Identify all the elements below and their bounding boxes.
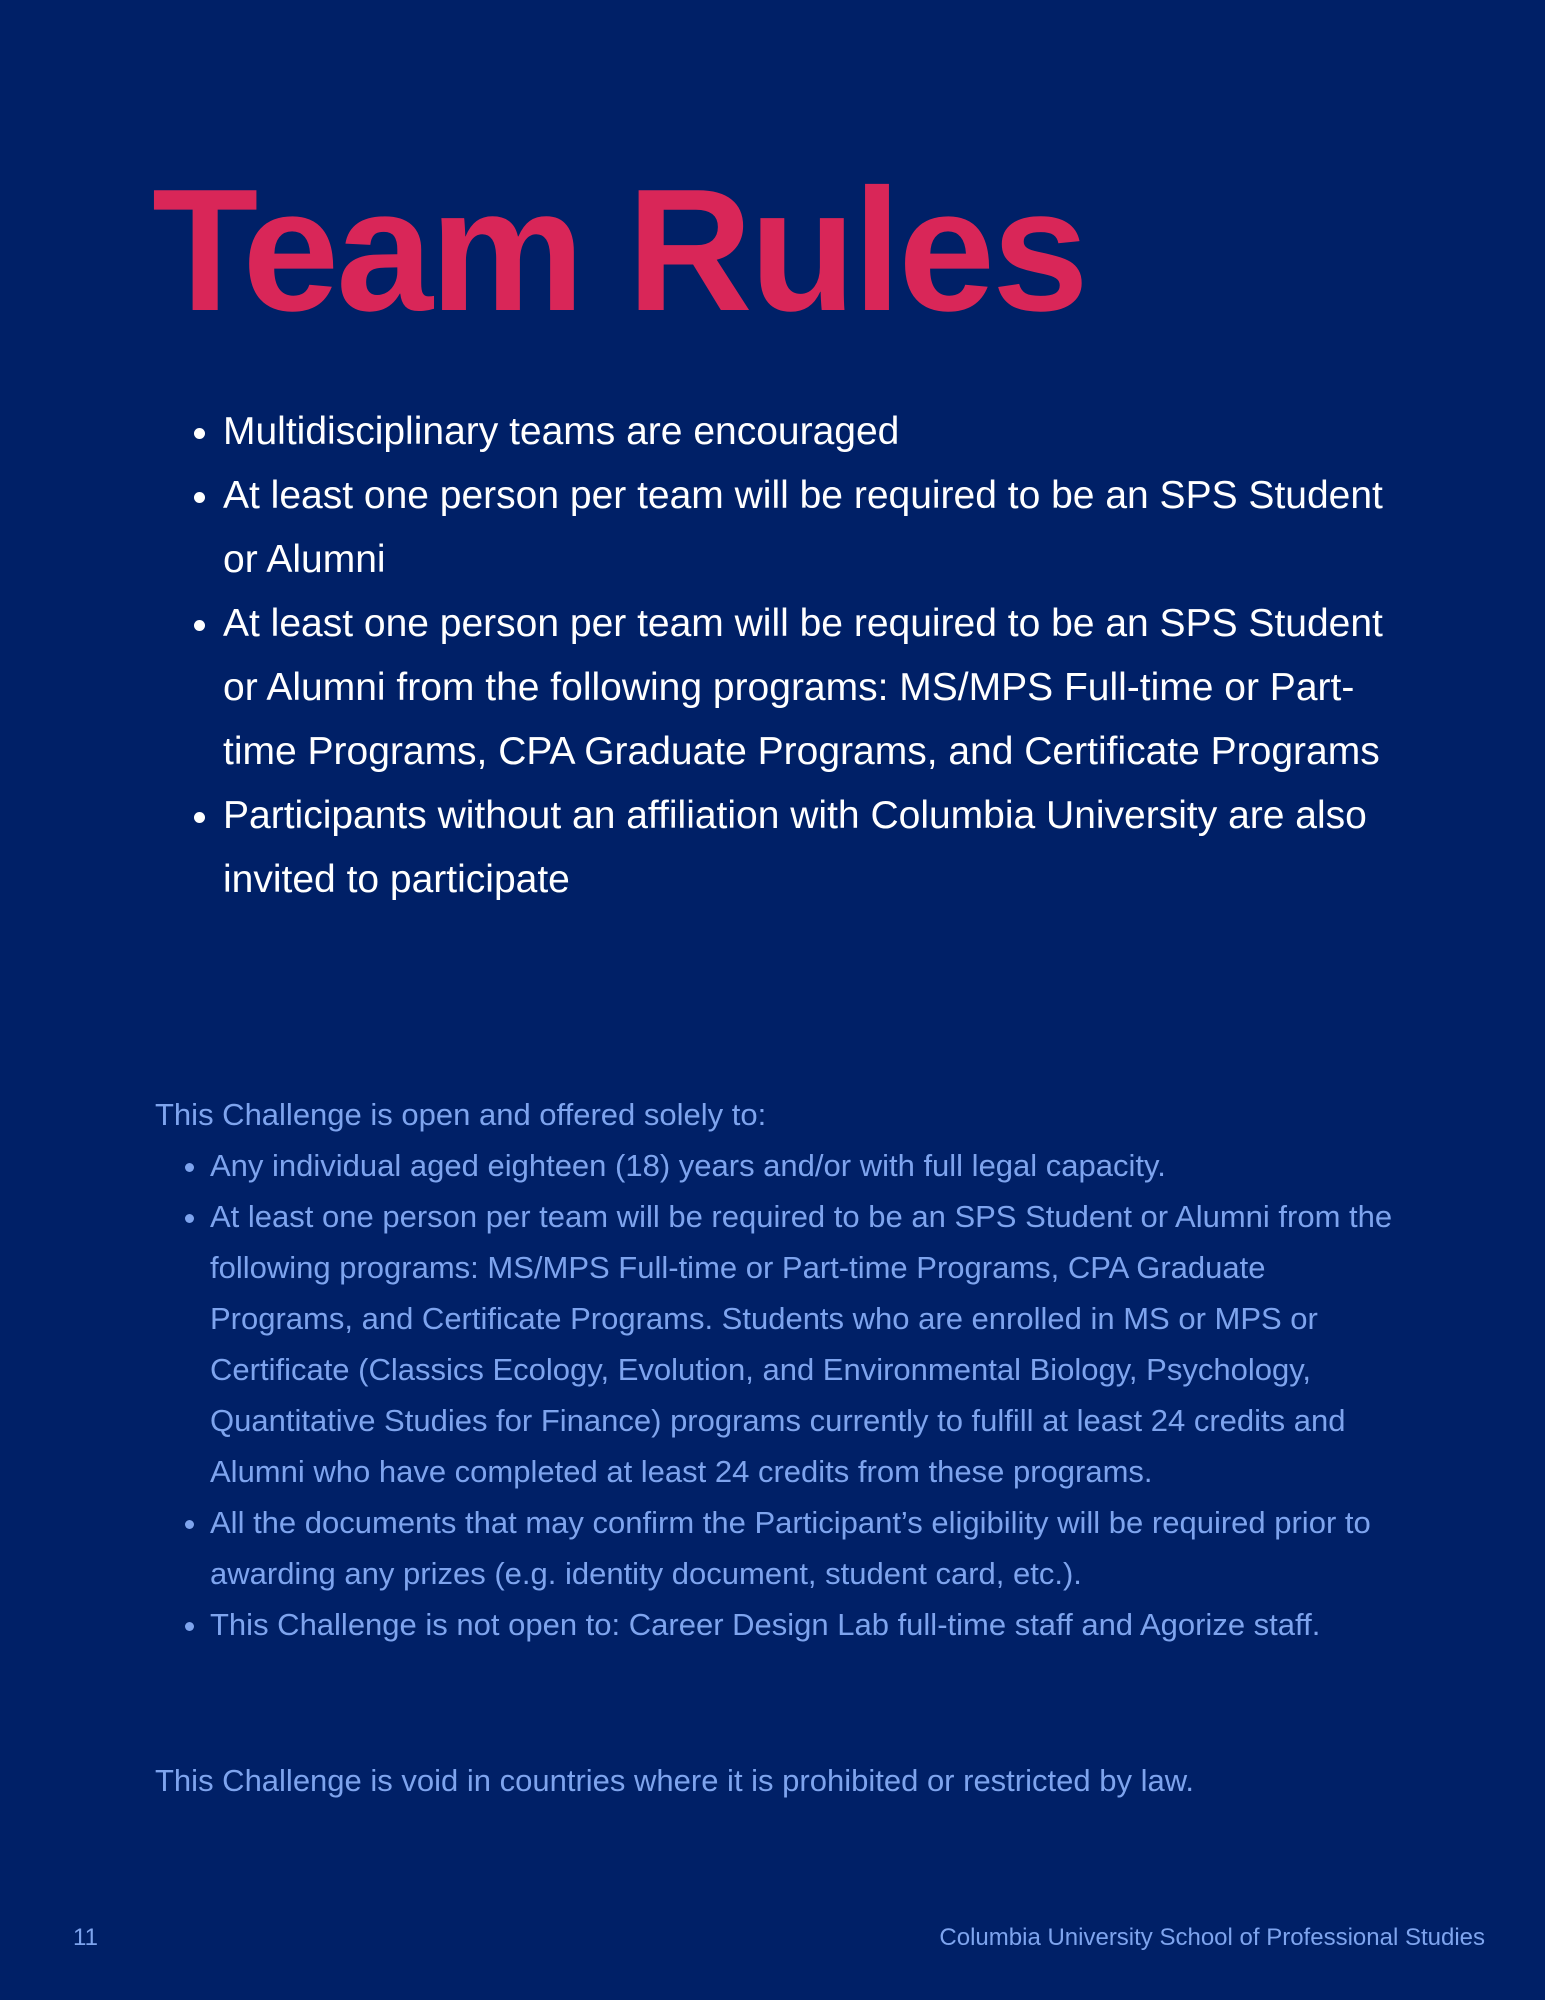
rule-item: • Multidisciplinary teams are encouraged [223, 400, 1423, 464]
eligibility-item: • At least one person per team will be required to be an SPS Student or Alumni from the following programs: MS/MPS Full-time or Part-time Programs, CPA Graduate Programs, and Certificate Programs. Students who are enrolled in MS or MPS or Certificate (Classics Ecology, Evolution, and Environmental Biology, Psychology, Quantitative Studies for Finance) programs currently to fulfill at least 24 credits and Alumni who have completed at least 24 credits from these programs. [210, 1191, 1405, 1497]
void-notice: This Challenge is void in countries where it is prohibited or restricted by law. [155, 1763, 1194, 1798]
rule-item: • At least one person per team will be required to be an SPS Student or Alumni [223, 464, 1423, 592]
eligibility-item: • Any individual aged eighteen (18) years and/or with full legal capacity. [210, 1140, 1405, 1191]
page-title: Team Rules [152, 152, 1086, 347]
team-rules-list [160, 400, 1423, 912]
rule-item: • At least one person per team will be required to be an SPS Student or Alumni from the following programs: MS/MPS Full-time or Part-time Programs, CPA Graduate Programs, and Certificate Programs [223, 592, 1423, 784]
rule-item: • Participants without an affiliation with Columbia University are also invited to participate [223, 784, 1423, 912]
eligibility-list [155, 1140, 1405, 1650]
eligibility-item: • All the documents that may confirm the Participant’s eligibility will be required prior to awarding any prizes (e.g. identity document, student card, etc.). [210, 1497, 1405, 1599]
eligibility-item: • This Challenge is not open to: Career Design Lab full-time staff and Agorize staff. [210, 1599, 1405, 1650]
eligibility-section [155, 1089, 1405, 1650]
footer-organization: Columbia University School of Professional Studies [939, 1924, 1485, 1951]
page-number: 11 [73, 1924, 98, 1951]
eligibility-intro: This Challenge is open and offered solely to: [155, 1097, 767, 1132]
